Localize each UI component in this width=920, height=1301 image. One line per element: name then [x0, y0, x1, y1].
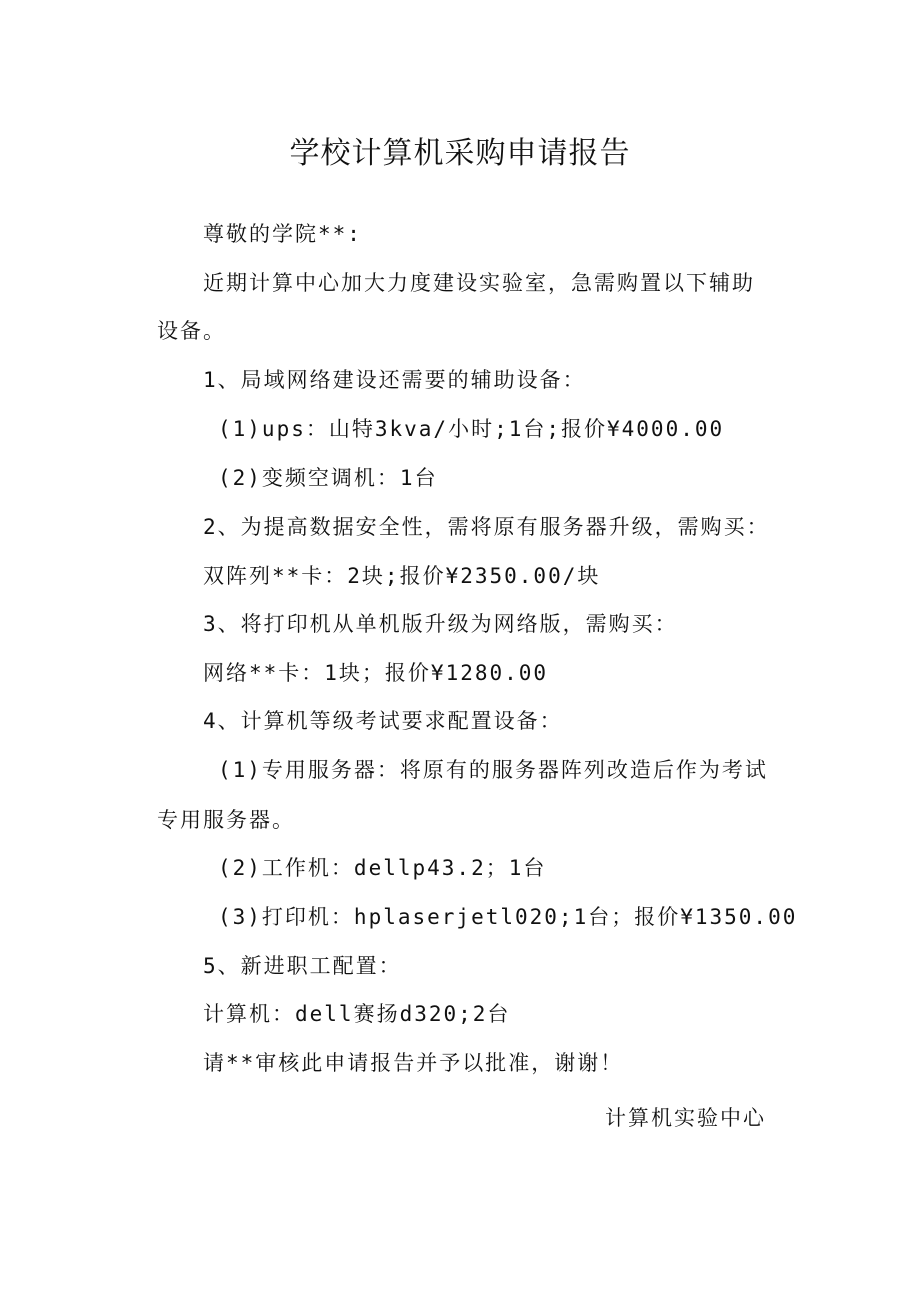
document-title: 学校计算机采购申请报告 — [289, 136, 631, 171]
item-1-heading: 1、局域网络建设还需要的辅助设备： — [203, 368, 586, 392]
closing-request: 请**审核此申请报告并予以批准，谢谢！ — [203, 1051, 624, 1075]
item-1-sub-2: (2)变频空调机：1台 — [218, 466, 438, 490]
item-4-heading: 4、计算机等级考试要求配置设备： — [203, 709, 563, 733]
item-4-sub-2: (2)工作机：dellp43.2；1台 — [218, 856, 547, 880]
item-5-heading: 5、新进职工配置： — [203, 954, 402, 978]
intro-line-1: 近期计算中心加大力度建设实验室，急需购置以下辅助 — [203, 271, 755, 295]
item-4-sub-3: (3)打印机：hplaserjetl020;1台；报价¥1350.00 — [218, 905, 798, 929]
item-1-sub-1: (1)ups：山特3kva/小时;1台;报价¥4000.00 — [218, 417, 725, 441]
item-3-detail: 网络**卡：1块；报价¥1280.00 — [203, 661, 549, 685]
item-3-heading: 3、将打印机从单机版升级为网络版，需购买： — [203, 612, 678, 636]
item-4-sub-1-cont: 专用服务器。 — [157, 808, 295, 832]
salutation: 尊敬的学院**: — [203, 222, 362, 246]
item-5-detail: 计算机：dell赛扬d320;2台 — [203, 1002, 511, 1026]
item-2-heading: 2、为提高数据安全性，需将原有服务器升级，需购买： — [203, 515, 770, 539]
item-2-detail: 双阵列**卡：2块;报价¥2350.00/块 — [203, 564, 601, 588]
item-4-sub-1: (1)专用服务器：将原有的服务器阵列改造后作为考试 — [218, 758, 768, 782]
signature: 计算机实验中心 — [605, 1106, 766, 1130]
intro-line-2: 设备。 — [157, 319, 226, 343]
